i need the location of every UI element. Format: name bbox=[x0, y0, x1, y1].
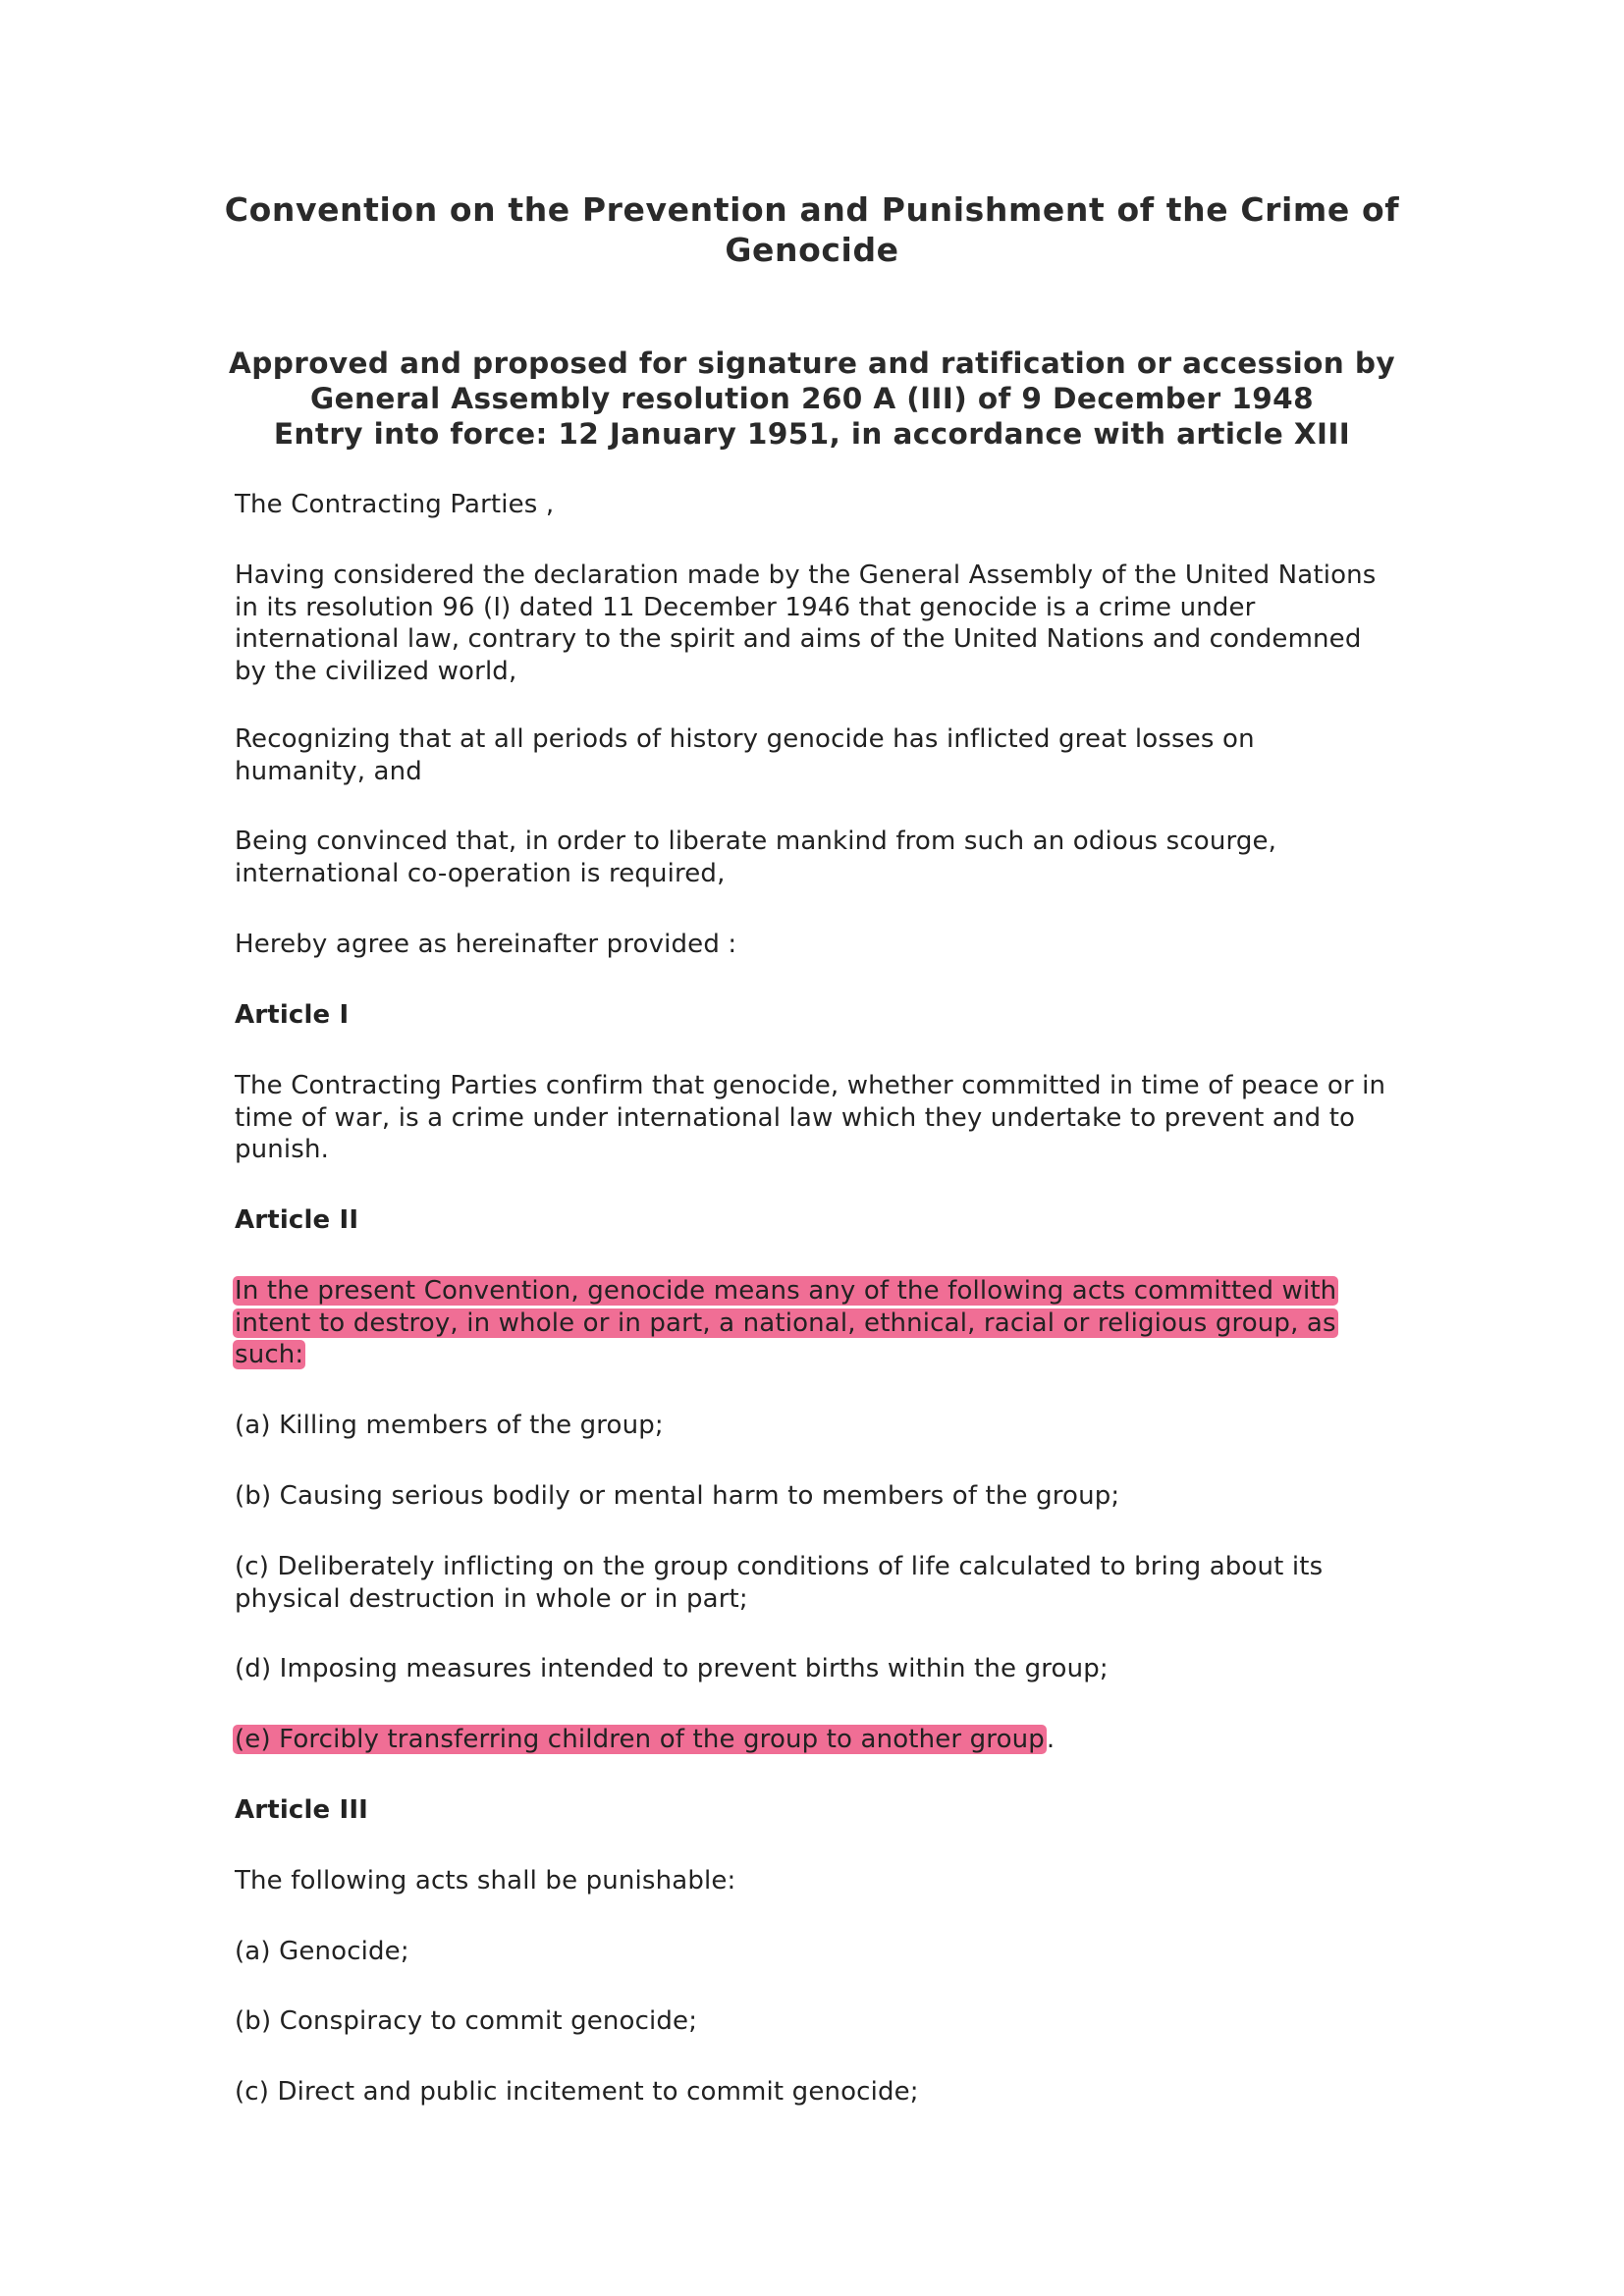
text-line: Being convinced that, in order to liberate mankind from such an odious scourge, bbox=[235, 827, 1277, 856]
article-3-item-a bbox=[235, 1936, 1413, 1968]
paragraph-having-considered bbox=[235, 560, 1413, 687]
text-line: (a) Killing members of the group; bbox=[235, 1411, 664, 1440]
text-line: The Contracting Parties confirm that genocide, whether committed in time of peace or in bbox=[235, 1071, 1386, 1100]
subtitle-line: General Assembly resolution 260 A (III) of 9 December 1948 bbox=[310, 382, 1314, 415]
article-2-item-e bbox=[235, 1724, 1413, 1756]
document-subtitle bbox=[196, 346, 1428, 452]
paragraph-recognizing bbox=[235, 723, 1413, 787]
text-line: by the civilized world, bbox=[235, 656, 517, 686]
title-line: Convention on the Prevention and Punishment of the Crime of bbox=[224, 190, 1400, 229]
subtitle-line: Approved and proposed for signature and ratification or accession by bbox=[229, 347, 1395, 380]
title-line: Genocide bbox=[725, 231, 899, 269]
heading-text: Article III bbox=[235, 1795, 368, 1825]
heading-text: Article I bbox=[235, 1000, 350, 1030]
text-line: Having considered the declaration made by the General Assembly of the United Nations bbox=[235, 561, 1377, 590]
article-1-heading bbox=[235, 999, 1413, 1032]
trailing-period: . bbox=[1046, 1725, 1056, 1754]
paragraph-contracting-parties bbox=[235, 489, 1413, 521]
article-2-item-c bbox=[235, 1551, 1413, 1615]
article-2-intro-highlighted bbox=[235, 1275, 1413, 1371]
article-2-item-b bbox=[235, 1480, 1413, 1513]
article-3-heading bbox=[235, 1794, 1413, 1827]
text-line: (c) Deliberately inflicting on the group conditions of life calculated to bring about its bbox=[235, 1552, 1324, 1581]
text-line: international law, contrary to the spirit and aims of the United Nations and condemned bbox=[235, 624, 1362, 654]
text-line: (a) Genocide; bbox=[235, 1937, 409, 1966]
text-line: in its resolution 96 (I) dated 11 December 1946 that genocide is a crime under bbox=[235, 592, 1256, 622]
text-line: humanity, and bbox=[235, 756, 422, 786]
text-line: Recognizing that at all periods of history genocide has inflicted great losses on bbox=[235, 724, 1255, 754]
document-title bbox=[196, 189, 1428, 270]
text-line: time of war, is a crime under international law which they undertake to prevent and to bbox=[235, 1102, 1356, 1133]
article-3-item-b bbox=[235, 2005, 1413, 2038]
article-3-intro bbox=[235, 1865, 1413, 1897]
paragraph-hereby-agree bbox=[235, 929, 1413, 961]
text-line: (b) Conspiracy to commit genocide; bbox=[235, 2006, 698, 2036]
highlighted-text: such: bbox=[235, 1340, 304, 1369]
text-line: (b) Causing serious bodily or mental harm to members of the group; bbox=[235, 1481, 1120, 1511]
highlighted-text: (e) Forcibly transferring children of the group to another group bbox=[235, 1725, 1045, 1754]
text-line: (c) Direct and public incitement to commit genocide; bbox=[235, 2077, 919, 2107]
highlighted-text: intent to destroy, in whole or in part, a national, ethnical, racial or religious group, as bbox=[235, 1308, 1336, 1338]
text-line: punish. bbox=[235, 1135, 330, 1164]
heading-text: Article II bbox=[235, 1205, 359, 1235]
article-1-text bbox=[235, 1070, 1413, 1166]
text-line: The Contracting Parties , bbox=[235, 490, 555, 519]
paragraph-being-convinced bbox=[235, 826, 1413, 889]
text-line: Hereby agree as hereinafter provided : bbox=[235, 930, 737, 959]
subtitle-line: Entry into force: 12 January 1951, in accordance with article XIII bbox=[273, 417, 1351, 451]
text-line: (d) Imposing measures intended to prevent births within the group; bbox=[235, 1654, 1109, 1683]
highlighted-text: In the present Convention, genocide means any of the following acts committed with bbox=[235, 1276, 1337, 1306]
text-line: The following acts shall be punishable: bbox=[235, 1866, 736, 1896]
article-2-item-a bbox=[235, 1410, 1413, 1442]
article-2-item-d bbox=[235, 1653, 1413, 1685]
article-3-item-c bbox=[235, 2076, 1413, 2109]
text-line: physical destruction in whole or in part; bbox=[235, 1583, 748, 1614]
article-2-heading bbox=[235, 1204, 1413, 1237]
text-line: international co-operation is required, bbox=[235, 858, 726, 888]
